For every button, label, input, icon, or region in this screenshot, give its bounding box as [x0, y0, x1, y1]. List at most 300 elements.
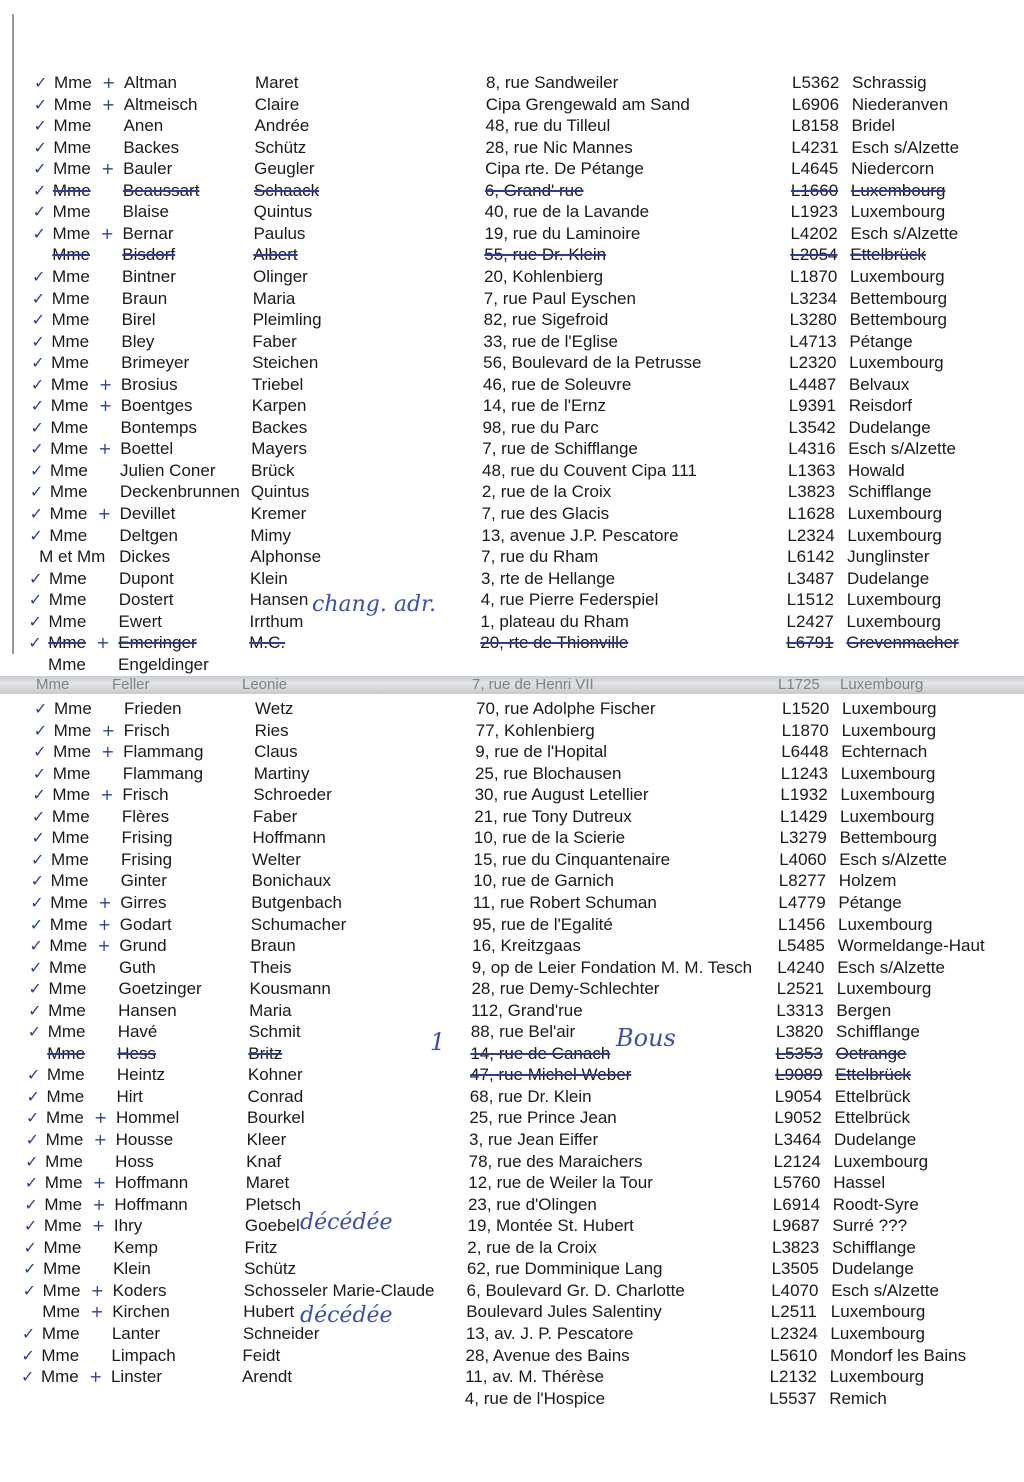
- handwritten-note-bous: Bous: [616, 1024, 676, 1052]
- firstname-cell: Kleer: [246, 1130, 287, 1149]
- street-cell: 11, av. M. Thérèse: [465, 1367, 605, 1387]
- postal-code-cell: L6448: [781, 742, 829, 762]
- street-cell: 10, rue de la Scierie: [473, 828, 626, 848]
- postal-code-cell: L9054: [774, 1086, 823, 1106]
- title-cell: Mme: [43, 1237, 82, 1257]
- firstname-cell: Andrée: [254, 116, 310, 136]
- city-cell: Schifflange: [847, 482, 932, 502]
- check-mark: ✓: [29, 936, 43, 956]
- postal-code-cell: L9687: [772, 1216, 820, 1236]
- address-row: [0, 978, 1024, 1000]
- street-cell: 33, rue de l'Eglise: [483, 331, 618, 351]
- street-cell: 98, rue du Parc: [482, 417, 599, 437]
- address-row: [0, 784, 1024, 806]
- city-cell: Echternach: [841, 742, 928, 762]
- city-cell: Junglinster: [847, 547, 930, 567]
- city-cell: Luxembourg: [833, 1151, 929, 1171]
- surname-cell: Heintz: [116, 1065, 166, 1085]
- check-mark: ✓: [28, 1000, 42, 1020]
- title-cell: Mme: [52, 180, 91, 200]
- address-row: [0, 827, 1024, 849]
- check-mark: ✓: [31, 849, 45, 869]
- postal-code-cell: L3313: [776, 1000, 824, 1020]
- address-row: [0, 481, 1024, 503]
- check-mark: ✓: [34, 73, 48, 92]
- band-firstname: Leonie: [242, 676, 288, 693]
- deceased-cross: +: [92, 1194, 106, 1214]
- city-cell: Schifflange: [836, 1022, 920, 1042]
- deceased-cross: +: [96, 633, 110, 653]
- title-cell: Mme: [52, 763, 91, 783]
- address-row: [0, 763, 1024, 785]
- address-row: [0, 94, 1024, 116]
- title-cell: Mme: [41, 1345, 80, 1365]
- address-row: [0, 720, 1024, 742]
- address-row: [0, 1345, 1024, 1367]
- title-cell: Mme: [54, 73, 92, 92]
- deceased-cross: +: [91, 1216, 106, 1236]
- address-row: [0, 244, 1024, 266]
- city-cell: Schrassig: [852, 73, 927, 92]
- surname-cell: Blaise: [122, 202, 169, 222]
- city-cell: Oetrange: [835, 1043, 907, 1063]
- address-row: [0, 1107, 1024, 1129]
- street-cell: 46, rue de Soleuvre: [482, 374, 632, 394]
- city-cell: Reisdorf: [848, 396, 912, 416]
- street-cell: 12, rue de Weiler la Tour: [468, 1173, 653, 1193]
- street-cell: 40, rue de la Lavande: [484, 202, 650, 222]
- title-cell: Mme: [49, 504, 88, 523]
- firstname-cell: Quintus: [250, 482, 310, 502]
- surname-cell: Godart: [119, 914, 172, 934]
- title-cell: Mme: [54, 699, 92, 718]
- firstname-cell: Kousmann: [249, 979, 331, 999]
- street-cell: 77, Kohlenbierg: [475, 720, 595, 740]
- surname-cell: Koders: [112, 1280, 167, 1300]
- postal-code-cell: L3464: [774, 1130, 822, 1149]
- check-mark: ✓: [29, 482, 44, 502]
- city-cell: Luxembourg: [847, 525, 942, 545]
- postal-code-cell: L2427: [786, 611, 834, 631]
- deceased-cross: +: [101, 94, 116, 114]
- firstname-cell: Schütz: [254, 137, 307, 157]
- surname-cell: Dickes: [119, 547, 171, 567]
- deceased-cross: +: [98, 396, 113, 416]
- title-cell: Mme: [48, 979, 87, 999]
- firstname-cell: Claire: [254, 94, 300, 114]
- address-row: [0, 72, 1024, 94]
- surname-cell: Altman: [124, 73, 177, 92]
- address-row: [0, 374, 1024, 396]
- title-cell: Mme: [49, 914, 88, 934]
- street-cell: 11, rue Robert Schuman: [472, 892, 657, 912]
- surname-cell: Flammang: [122, 763, 204, 783]
- band-postal: L1725: [778, 676, 820, 693]
- check-mark: ✓: [33, 159, 47, 179]
- city-cell: Luxembourg: [836, 979, 932, 999]
- check-mark: ✓: [34, 699, 48, 718]
- city-cell: Ettelbrück: [834, 1108, 910, 1128]
- postal-code-cell: L4779: [778, 892, 826, 912]
- firstname-cell: M.C.: [249, 633, 286, 653]
- address-row: [0, 1323, 1024, 1345]
- postal-code-cell: L4713: [789, 331, 837, 351]
- title-cell: Mme: [52, 245, 91, 265]
- firstname-cell: Faber: [252, 331, 297, 351]
- street-cell: 82, rue Sigefroid: [483, 310, 609, 330]
- postal-code-cell: L6914: [772, 1194, 821, 1214]
- postal-code-cell: L4060: [779, 849, 827, 869]
- street-cell: 23, rue d'Olingen: [467, 1194, 597, 1214]
- city-cell: Mondorf les Bains: [830, 1345, 967, 1365]
- check-mark: ✓: [32, 180, 47, 200]
- address-row: [0, 935, 1024, 957]
- address-row: [0, 115, 1024, 137]
- deceased-cross: +: [102, 73, 116, 92]
- check-mark: ✓: [25, 1130, 39, 1149]
- deceased-cross: +: [97, 504, 111, 523]
- address-row: [0, 741, 1024, 763]
- postal-code-cell: L8277: [778, 871, 827, 891]
- postal-code-cell: L3505: [771, 1259, 819, 1279]
- street-cell: 13, av. J. P. Pescatore: [465, 1323, 634, 1343]
- surname-cell: Altmeisch: [123, 94, 198, 114]
- title-cell: Mme: [40, 1367, 79, 1387]
- check-mark: ✓: [29, 914, 44, 934]
- street-cell: 19, rue du Laminoire: [484, 223, 641, 243]
- city-cell: Pétange: [838, 892, 902, 912]
- postal-code-cell: L4070: [771, 1280, 819, 1300]
- postal-code-cell: L2511: [770, 1302, 817, 1322]
- address-row: [0, 1086, 1024, 1108]
- address-row: [0, 1043, 1024, 1065]
- address-row: [0, 1301, 1024, 1323]
- address-row: [0, 158, 1024, 180]
- city-cell: Esch s/Alzette: [837, 957, 945, 977]
- title-cell: Mme: [52, 785, 91, 805]
- title-cell: Mme: [45, 1151, 83, 1171]
- postal-code-cell: L3487: [786, 568, 835, 588]
- address-row: [0, 1129, 1024, 1151]
- city-cell: Luxembourg: [829, 1367, 925, 1387]
- title-cell: Mme: [51, 828, 90, 848]
- firstname-cell: Conrad: [247, 1086, 304, 1106]
- address-row: [0, 1366, 1024, 1388]
- check-mark: ✓: [26, 1086, 40, 1106]
- title-cell: Mme: [50, 374, 89, 394]
- city-cell: Luxembourg: [840, 785, 935, 805]
- city-cell: Luxembourg: [850, 266, 945, 286]
- postal-code-cell: L4202: [790, 223, 838, 243]
- title-cell: Mme: [44, 1173, 83, 1193]
- city-cell: Esch s/Alzette: [831, 1280, 939, 1300]
- address-row: [0, 417, 1024, 439]
- street-cell: 56, Boulevard de la Petrusse: [483, 353, 702, 373]
- title-cell: Mme: [51, 353, 89, 373]
- city-cell: Ettelbrück: [835, 1065, 911, 1085]
- address-row: [0, 525, 1024, 547]
- deceased-cross: +: [100, 223, 114, 243]
- firstname-cell: Maria: [249, 1000, 292, 1020]
- check-mark: ✓: [33, 742, 47, 762]
- city-cell: Luxembourg: [841, 720, 937, 740]
- band-title: Mme: [36, 676, 70, 693]
- check-mark: ✓: [20, 1367, 35, 1387]
- street-cell: 21, rue Tony Dutreux: [474, 806, 632, 826]
- deceased-cross: +: [97, 914, 112, 934]
- check-mark: ✓: [31, 310, 45, 330]
- surname-cell: Dostert: [118, 590, 174, 610]
- deceased-cross: +: [101, 720, 115, 740]
- check-mark: ✓: [28, 979, 42, 999]
- band-city: Luxembourg: [840, 676, 924, 693]
- address-row: [0, 546, 1024, 568]
- check-mark: ✓: [28, 568, 43, 588]
- postal-code-cell: L2521: [776, 979, 825, 999]
- address-row: [0, 1215, 1024, 1237]
- handwritten-note-deceased-hubert: décédée: [300, 1303, 393, 1328]
- surname-cell: Devillet: [119, 504, 176, 523]
- title-cell: Mme: [48, 633, 87, 653]
- surname-cell: Hommel: [116, 1108, 180, 1128]
- street-cell: Cipa rte. De Pétange: [485, 159, 644, 179]
- title-cell: Mme: [53, 116, 92, 136]
- street-cell: 7, rue du Rham: [481, 547, 599, 567]
- surname-cell: Boentges: [120, 396, 193, 416]
- city-cell: Luxembourg: [840, 806, 935, 826]
- check-mark: ✓: [26, 1108, 40, 1128]
- check-mark: ✓: [21, 1345, 35, 1365]
- address-row: [0, 1194, 1024, 1216]
- street-cell: 7, rue des Glacis: [481, 504, 610, 523]
- check-mark: ✓: [23, 1216, 38, 1236]
- firstname-cell: Steichen: [252, 353, 319, 373]
- firstname-cell: Quintus: [253, 202, 313, 222]
- postal-code-cell: L3823: [787, 482, 836, 502]
- surname-cell: Hoss: [115, 1151, 154, 1171]
- check-mark: ✓: [33, 137, 47, 157]
- deceased-cross: +: [93, 1130, 107, 1149]
- title-cell: Mme: [52, 202, 91, 222]
- city-cell: Dudelange: [848, 417, 931, 437]
- address-row: [0, 309, 1024, 331]
- street-cell: 68, rue Dr. Klein: [469, 1086, 592, 1106]
- firstname-cell: Maret: [245, 1173, 290, 1193]
- address-row: [0, 892, 1024, 914]
- street-cell: 9, rue de l'Hopital: [475, 742, 608, 762]
- surname-cell: Frieden: [124, 699, 182, 718]
- title-cell: Mme: [46, 1086, 85, 1106]
- firstname-cell: Schumacher: [250, 914, 347, 934]
- street-cell: 30, rue August Letellier: [474, 785, 649, 805]
- surname-cell: Lanter: [111, 1323, 161, 1343]
- city-cell: Grevenmacher: [846, 633, 959, 653]
- scan-fold-band: [0, 676, 1024, 694]
- firstname-cell: Schütz: [244, 1259, 297, 1279]
- title-cell: Mme: [46, 1108, 84, 1128]
- firstname-cell: Bonichaux: [251, 871, 332, 891]
- handwritten-note-deceased-goebel: décédée: [300, 1210, 393, 1235]
- city-cell: Belvaux: [848, 374, 910, 394]
- postal-code-cell: L3820: [776, 1022, 824, 1042]
- firstname-cell: Hubert: [243, 1302, 295, 1322]
- band-surname: Feller: [112, 676, 150, 693]
- street-cell: 78, rue des Maraichers: [468, 1151, 643, 1171]
- street-cell: 28, rue Demy-Schlechter: [471, 979, 660, 999]
- street-cell: 28, Avenue des Bains: [465, 1345, 630, 1365]
- deceased-cross: +: [101, 159, 115, 179]
- city-cell: Ettelbrück: [850, 245, 926, 265]
- check-mark: ✓: [21, 1323, 36, 1343]
- postal-code-cell: L1628: [787, 504, 835, 523]
- address-row: [0, 1258, 1024, 1280]
- check-mark: ✓: [26, 1065, 41, 1085]
- surname-cell: Beaussart: [122, 180, 200, 200]
- postal-code-cell: L5353: [775, 1043, 823, 1063]
- check-mark: ✓: [25, 1151, 39, 1171]
- firstname-cell: Schaack: [253, 180, 320, 200]
- surname-cell: Braun: [121, 288, 168, 308]
- check-mark: ✓: [32, 223, 46, 243]
- postal-code-cell: L3280: [789, 310, 837, 330]
- surname-cell: Bontemps: [120, 417, 198, 437]
- street-cell: 6, Grand' rue: [484, 180, 584, 200]
- street-cell: 3, rue Jean Eiffer: [469, 1130, 599, 1149]
- street-cell: 25, rue Prince Jean: [469, 1108, 617, 1128]
- check-mark: ✓: [23, 1237, 37, 1257]
- city-cell: Schifflange: [832, 1237, 916, 1257]
- check-mark: ✓: [28, 590, 43, 610]
- check-mark: ✓: [30, 417, 44, 437]
- deceased-cross: +: [100, 785, 114, 805]
- firstname-cell: Schroeder: [253, 785, 332, 805]
- title-cell: Mme: [53, 159, 91, 179]
- city-cell: Luxembourg: [846, 611, 942, 631]
- title-cell: Mme: [46, 1065, 85, 1085]
- title-cell: Mme: [50, 439, 89, 459]
- surname-cell: Bauler: [123, 159, 173, 179]
- street-cell: 62, rue Domminique Lang: [466, 1259, 663, 1279]
- firstname-cell: Theis: [249, 957, 292, 977]
- surname-cell: Anen: [123, 116, 164, 136]
- postal-code-cell: L5485: [777, 936, 825, 956]
- firstname-cell: Geugler: [254, 159, 315, 179]
- check-mark: ✓: [24, 1194, 38, 1214]
- street-cell: 20, rte de Thionville: [480, 633, 629, 653]
- firstname-cell: Brück: [251, 460, 295, 480]
- firstname-cell: Albert: [253, 245, 298, 265]
- postal-code-cell: L1429: [780, 806, 828, 826]
- postal-code-cell: L1363: [788, 460, 836, 480]
- city-cell: Bettembourg: [849, 310, 947, 330]
- surname-cell: Bisdorf: [122, 245, 176, 265]
- address-row: [0, 352, 1024, 374]
- firstname-cell: Kohner: [247, 1065, 303, 1085]
- deceased-cross: +: [98, 374, 113, 394]
- handwritten-note-one: 1: [430, 1028, 446, 1056]
- street-cell: 7, rue Paul Eyschen: [483, 288, 636, 308]
- firstname-cell: Knaf: [246, 1151, 282, 1171]
- firstname-cell: Paulus: [253, 223, 306, 243]
- address-row: [0, 1237, 1024, 1259]
- surname-cell: Hansen: [118, 1000, 177, 1020]
- surname-cell: Klein: [113, 1259, 151, 1279]
- street-cell: 14, rue de Canach: [470, 1043, 611, 1063]
- check-mark: ✓: [32, 785, 46, 805]
- surname-cell: Backes: [123, 137, 180, 157]
- firstname-cell: Mayers: [251, 439, 307, 459]
- title-cell: Mme: [41, 1323, 80, 1343]
- postal-code-cell: L3542: [788, 417, 836, 437]
- postal-code-cell: L3234: [789, 288, 838, 308]
- title-cell: Mme: [47, 1022, 86, 1042]
- postal-code-cell: L1923: [790, 202, 838, 222]
- deceased-cross: +: [90, 1280, 105, 1300]
- street-cell: 88, rue Bel'air: [470, 1022, 576, 1042]
- postal-code-cell: L5610: [770, 1345, 818, 1365]
- deceased-cross: +: [98, 439, 112, 459]
- postal-code-cell: L9391: [788, 396, 836, 416]
- firstname-cell: Fritz: [244, 1237, 278, 1257]
- surname-cell: Brimeyer: [121, 353, 190, 373]
- firstname-cell: Kremer: [250, 504, 307, 523]
- check-mark: ✓: [30, 374, 45, 394]
- title-cell: Mme: [48, 568, 87, 588]
- postal-code-cell: L3279: [779, 828, 827, 848]
- check-mark: ✓: [32, 202, 47, 222]
- title-cell: Mme: [52, 266, 90, 286]
- postal-code-cell: L2054: [790, 245, 838, 265]
- city-cell: Remich: [829, 1388, 887, 1408]
- title-cell: Mme: [47, 1043, 86, 1063]
- postal-code-cell: L1520: [782, 699, 830, 718]
- city-cell: Esch s/Alzette: [839, 849, 947, 869]
- postal-code-cell: L4240: [777, 957, 825, 977]
- address-row: [0, 1388, 1024, 1410]
- firstname-cell: Karpen: [251, 396, 307, 416]
- firstname-cell: Martiny: [253, 763, 310, 783]
- title-cell: Mme: [49, 525, 88, 545]
- city-cell: Hassel: [833, 1173, 886, 1193]
- street-cell: 47, rue Michel Weber: [470, 1065, 632, 1085]
- postal-code-cell: L2132: [769, 1367, 817, 1387]
- city-cell: Wormeldange-Haut: [837, 936, 985, 956]
- firstname-cell: Hansen: [249, 590, 309, 610]
- street-cell: 70, rue Adolphe Fischer: [476, 699, 656, 718]
- check-mark: ✓: [30, 396, 45, 416]
- deceased-cross: +: [101, 742, 115, 762]
- street-cell: 3, rte de Hellange: [480, 568, 616, 588]
- deceased-cross: +: [92, 1173, 107, 1193]
- surname-cell: Bley: [121, 331, 155, 351]
- street-cell: 4, rue Pierre Federspiel: [480, 590, 659, 610]
- check-mark: ✓: [24, 1173, 39, 1193]
- title-cell: Mme: [43, 1216, 82, 1236]
- street-cell: 28, rue Nic Mannes: [485, 137, 633, 157]
- title-cell: Mme: [48, 590, 87, 610]
- street-cell: 2, rue de la Croix: [467, 1237, 597, 1257]
- postal-code-cell: L3823: [772, 1237, 820, 1257]
- firstname-cell: Braun: [250, 936, 296, 956]
- firstname-cell: Goebel: [244, 1216, 300, 1236]
- check-mark: ✓: [32, 266, 46, 286]
- firstname-cell: Alphonse: [250, 547, 322, 567]
- title-cell: Mme: [45, 1130, 84, 1149]
- surname-cell: Boettel: [120, 439, 174, 459]
- title-cell: Mme: [51, 288, 90, 308]
- postal-code-cell: L8158: [791, 116, 839, 136]
- postal-code-cell: L1660: [790, 180, 839, 200]
